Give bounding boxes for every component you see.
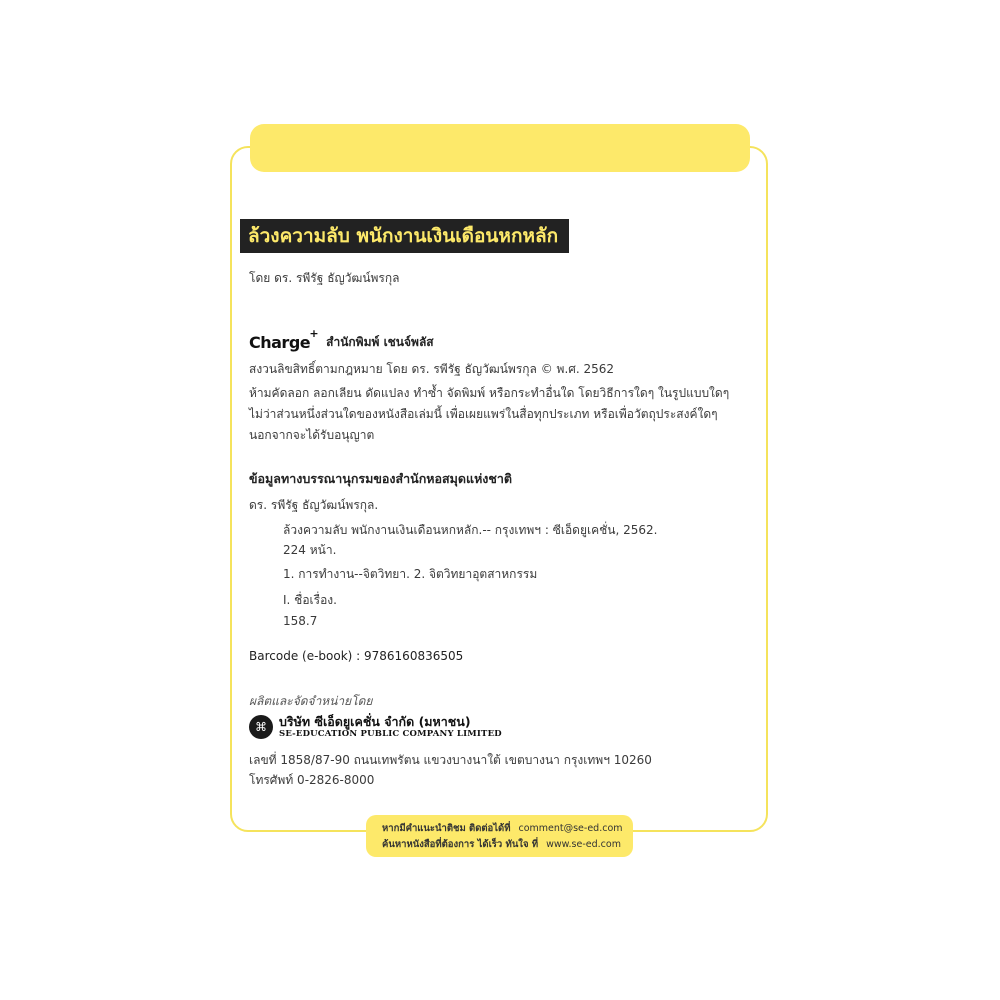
company-name-english: SE-EDUCATION PUBLIC COMPANY LIMITED — [279, 729, 502, 739]
search-contact-line — [382, 838, 621, 851]
se-ed-company-names — [279, 714, 502, 740]
company-name-thai: บริษัท ซีเอ็ดยูเคชั่น จำกัด (มหาชน) — [279, 714, 471, 729]
publisher-row — [249, 326, 434, 353]
rights-line: ห้ามคัดลอก ลอกเลียน ดัดแปลง ทำซ้ำ จัดพิมพ์ หรือกระทำอื่นใด โดยวิธีการใดๆ ในรูปแบบใดๆ — [249, 386, 730, 400]
distribution-label: ผลิตและจัดจำหน่ายโดย — [249, 694, 373, 708]
cip-author: ดร. รพีรัฐ ธัญวัฒน์พรกุล. — [249, 498, 379, 512]
rights-line: นอกจากจะได้รับอนุญาต — [249, 428, 375, 442]
comment-label: หากมีคำแนะนำติชม ติดต่อได้ที่ — [382, 823, 511, 834]
barcode-line: Barcode (e-book) : 9786160836505 — [249, 649, 464, 663]
website-link[interactable]: www.se-ed.com — [546, 839, 621, 850]
cip-heading: ข้อมูลทางบรรณานุกรมของสำนักหอสมุดแห่งชาติ — [249, 471, 513, 486]
se-ed-emblem-glyph: ⌘ — [255, 720, 267, 734]
cip-classification: 158.7 — [283, 614, 318, 628]
cip-subjects: 1. การทำงาน--จิตวิทยา. 2. จิตวิทยาอุตสาหกรรม — [283, 567, 538, 581]
charge-logo-plus: + — [309, 326, 319, 340]
cip-title-line: ล้วงความลับ พนักงานเงินเดือนหกหลัก.-- กรุงเทพฯ : ซีเอ็ดยูเคชั่น, 2562. — [283, 523, 658, 537]
book-title: ล้วงความลับ พนักงานเงินเดือนหกหลัก — [240, 219, 569, 253]
cip-pages: 224 หน้า. — [283, 543, 337, 557]
rights-line: ไม่ว่าส่วนหนึ่งส่วนใดของหนังสือเล่มนี้ เพื่อเผยแพร่ในสื่อทุกประเภท หรือเพื่อวัตถุประสงค์ใดๆ — [249, 407, 718, 421]
company-address: เลขที่ 1858/87-90 ถนนเทพรัตน แขวงบางนาใต้ เขตบางนา กรุงเทพฯ 10260 — [249, 753, 652, 767]
rights-notice — [249, 383, 729, 446]
comment-email-link[interactable]: comment@se-ed.com — [518, 823, 623, 834]
company-phone: โทรศัพท์ 0-2826-8000 — [249, 773, 375, 787]
publisher-name: สำนักพิมพ์ เชนจ์พลัส — [326, 334, 434, 349]
se-ed-logo-row — [249, 714, 502, 740]
se-ed-emblem-icon — [249, 715, 273, 739]
search-label: ค้นหาหนังสือที่ต้องการ ได้เร็ว ทันใจ ที่ — [382, 839, 539, 850]
author-line: โดย ดร. รพีรัฐ ธัญวัฒน์พรกุล — [249, 271, 400, 285]
charge-logo-text: Charge — [249, 332, 311, 352]
charge-plus-logo — [249, 326, 319, 352]
top-yellow-band — [250, 124, 750, 172]
cip-added-entry: I. ชื่อเรื่อง. — [283, 593, 337, 607]
comment-contact-line — [382, 822, 623, 835]
copyright-line: สงวนลิขสิทธิ์ตามกฎหมาย โดย ดร. รพีรัฐ ธัญวัฒน์พรกุล © พ.ศ. 2562 — [249, 362, 615, 376]
